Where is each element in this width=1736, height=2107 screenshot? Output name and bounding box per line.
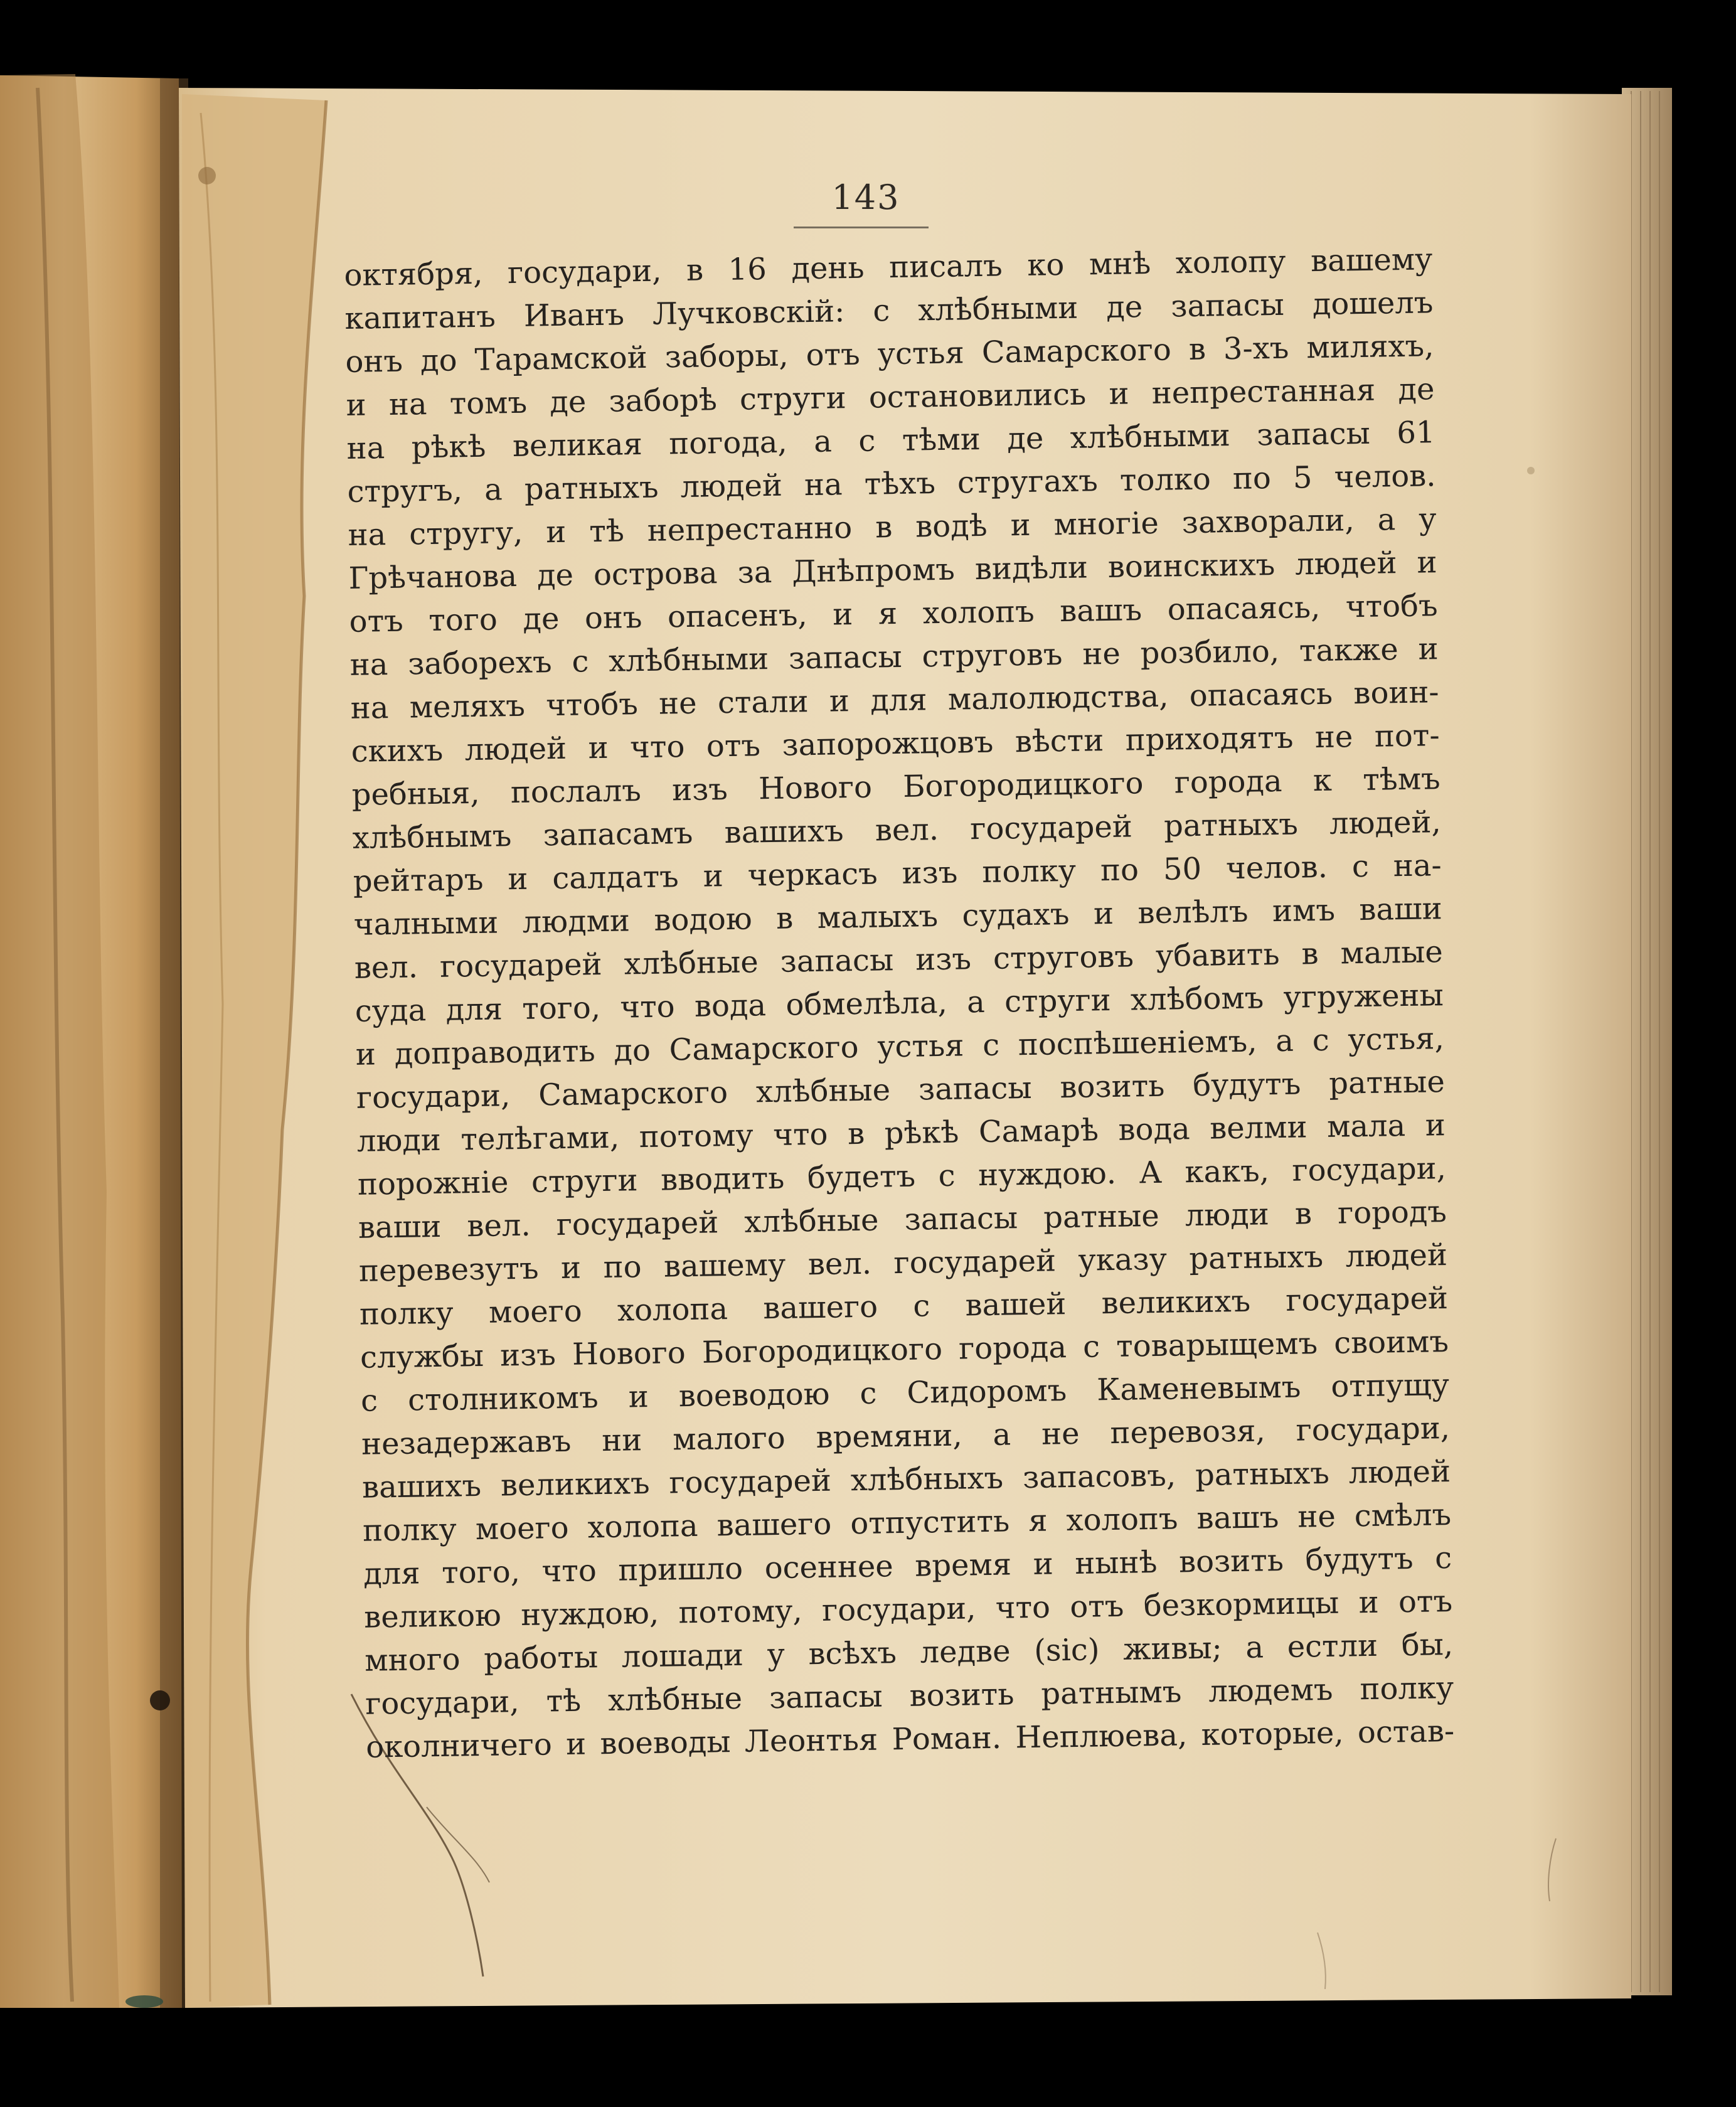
body-text <box>344 238 1455 1769</box>
text-line: на меляхъ чтобъ не стали и для малолюдства, опасаясь воин- <box>350 675 1439 726</box>
text-line: полку моего холопа вашего с вашей великихъ государей <box>359 1281 1449 1332</box>
text-line: и на томъ де заборѣ струги остановились и непрестанная де <box>346 371 1435 423</box>
text-line: Грѣчанова де острова за Днѣпромъ видѣли воинскихъ людей и <box>348 545 1437 596</box>
text-line: вашихъ великихъ государей хлѣбныхъ запасовъ, ратныхъ людей <box>361 1454 1451 1505</box>
text-line: хлѣбнымъ запасамъ вашихъ вел. государей ратныхъ людей, <box>352 804 1442 856</box>
text-line: перевезутъ и по вашему вел. государей указу ратныхъ людей <box>358 1237 1448 1289</box>
text-line: вел. государей хлѣбные запасы изъ струговъ убавить в малые <box>354 934 1444 986</box>
page-number: 143 <box>831 178 900 217</box>
text-line: на рѣкѣ великая погода, а с тѣми де хлѣбными запасы 61 <box>346 415 1435 466</box>
text-line: полку моего холопа вашего отпустить я холопъ вашъ не смѣлъ <box>362 1497 1452 1549</box>
text-line: рейтаръ и салдатъ и черкасъ изъ полку по 50 челов. с на- <box>353 848 1442 899</box>
text-line: околничего и воеводы Леонтья Роман. Неплюева, которые, остав- <box>365 1714 1455 1765</box>
text-line: октября, государи, в 16 день писалъ ко мнѣ холопу вашему <box>344 242 1433 293</box>
text-line: незадержавъ ни малого времяни, а не перевозя, государи, <box>361 1411 1451 1462</box>
text-line: с столникомъ и воеводою с Сидоромъ Каменевымъ отпущу <box>360 1367 1450 1419</box>
text-line: капитанъ Иванъ Лучковскій: с хлѣбными де запасы дошелъ <box>344 285 1434 336</box>
text-line: на стругу, и тѣ непрестанно в водѣ и многіе захворали, а у <box>348 501 1437 553</box>
text-line: отъ того де онъ опасенъ, и я холопъ вашъ опасаясь, чтобъ <box>349 588 1438 639</box>
text-line: ваши вел. государей хлѣбные запасы ратные люди в городъ <box>358 1194 1447 1246</box>
text-line: стругъ, а ратныхъ людей на тѣхъ стругахъ толко по 5 челов. <box>347 458 1436 509</box>
page-number-rule <box>794 227 929 228</box>
text-line: чалными людми водою в малыхъ судахъ и велѣлъ имъ ваши <box>353 891 1443 942</box>
text-line: государи, Самарского хлѣбные запасы возить будутъ ратные <box>356 1064 1446 1116</box>
text-line: на заборехъ с хлѣбными запасы струговъ не розбило, также и <box>349 631 1439 683</box>
text-line: порожніе струги вводить будетъ с нуждою. А какъ, государи, <box>357 1151 1447 1202</box>
text-line: ребныя, послалъ изъ Нового Богородицкого города к тѣмъ <box>351 761 1441 813</box>
text-line: для того, что пришло осеннее время и нынѣ возить будутъ с <box>363 1540 1452 1592</box>
text-line: и доправодить до Самарского устья с поспѣшеніемъ, а с устья, <box>355 1021 1445 1072</box>
text-line: много работы лошади у всѣхъ ледве (sic) живы; а естли бы, <box>364 1627 1454 1678</box>
text-line: суда для того, что вода обмелѣла, а струги хлѣбомъ угружены <box>354 978 1444 1029</box>
text-line: скихъ людей и что отъ запорожцовъ вѣсти приходятъ не пот- <box>351 718 1440 769</box>
text-line: люди телѣгами, потому что в рѣкѣ Самарѣ вода велми мала и <box>356 1107 1446 1159</box>
text-line: государи, тѣ хлѣбные запасы возить ратнымъ людемъ полку <box>365 1670 1454 1722</box>
text-line: великою нуждою, потому, государи, что отъ безкормицы и отъ <box>363 1584 1453 1635</box>
text-line: службы изъ Нового Богородицкого города с товарыщемъ своимъ <box>359 1324 1449 1375</box>
text-line: онъ до Тарамской заборы, отъ устья Самарского в 3-хъ миляхъ, <box>345 328 1434 380</box>
